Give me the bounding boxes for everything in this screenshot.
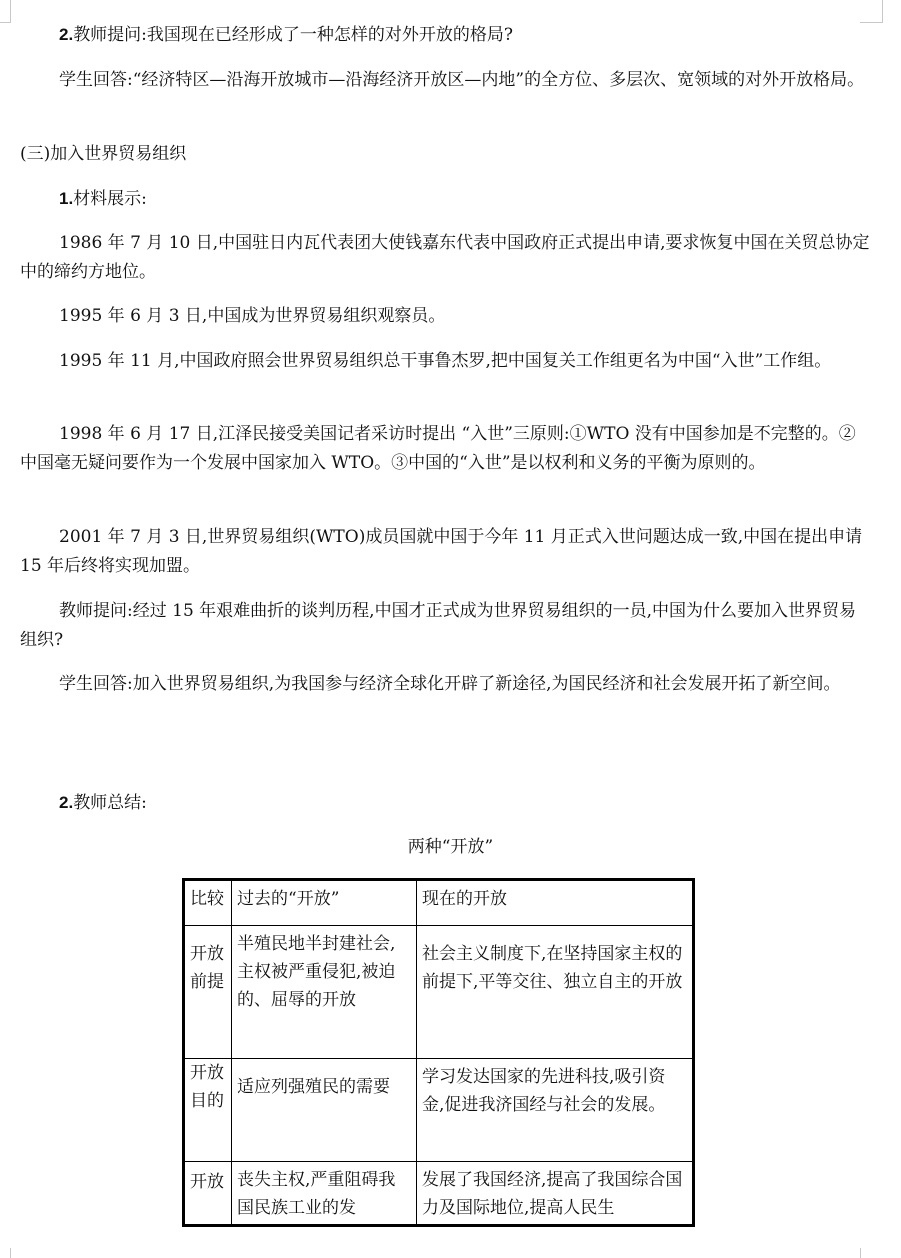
item-number: 2. xyxy=(59,793,74,812)
material-paragraph-2001: 2001 年 7 月 3 日,世界贸易组织(WTO)成员国就中国于今年 11 月正式入世问题达成一致,中国在提出申请 15 年后终将实现加盟。 xyxy=(20,527,863,576)
table-header-row xyxy=(184,880,694,926)
material-paragraph-1995-nov: 1995 年 11 月,中国政府照会世界贸易组织总干事鲁杰罗,把中国复关工作组更名为中国“入世”工作组。 xyxy=(59,351,832,371)
row-label: 开放前提 xyxy=(184,926,232,1059)
student-answer-paragraph: 学生回答:“经济特区—沿海开放城市—沿海经济开放区—内地”的全方位、多层次、宽领域的对外开放格局。 xyxy=(59,70,865,90)
header-cell-now: 现在的开放 xyxy=(417,880,694,926)
teacher-question-paragraph-2: 教师提问:经过 15 年艰难曲折的谈判历程,中国才正式成为世界贸易组织的一员,中国为什么要加入世界贸易组织? xyxy=(20,601,856,650)
table-title: 两种“开放” xyxy=(407,837,494,857)
material-paragraph-1986: 1986 年 7 月 10 日,中国驻日内瓦代表团大使钱嘉东代表中国政府正式提出申请,要求恢复中国在关贸总协定中的缔约方地位。 xyxy=(20,233,870,282)
margin-mark-bottom-left xyxy=(0,1248,11,1258)
summary-heading xyxy=(20,788,870,818)
row-past: 适应列强殖民的需要 xyxy=(232,1059,417,1162)
question-text: 教师提问:我国现在已经形成了一种怎样的对外开放的格局? xyxy=(73,25,514,45)
material-heading xyxy=(20,184,870,214)
row-now: 发展了我国经济,提高了我国综合国力及国际地位,提高人民生 xyxy=(417,1162,694,1226)
table-row xyxy=(184,1162,694,1226)
summary-heading-text: 教师总结: xyxy=(73,793,147,813)
material-heading-text: 材料展示: xyxy=(73,189,147,209)
item-number: 2. xyxy=(59,25,74,44)
row-past: 半殖民地半封建社会,主权被严重侵犯,被迫的、屈辱的开放 xyxy=(232,926,417,1059)
teacher-question-paragraph xyxy=(20,20,870,50)
row-past: 丧失主权,严重阻碍我国民族工业的发 xyxy=(232,1162,417,1226)
row-label: 开放 xyxy=(184,1162,232,1226)
table-row xyxy=(184,1059,694,1162)
header-cell-past: 过去的“开放” xyxy=(232,880,417,926)
header-cell-compare: 比较 xyxy=(184,880,232,926)
material-paragraph-1995-june: 1995 年 6 月 3 日,中国成为世界贸易组织观察员。 xyxy=(59,306,446,326)
margin-mark-bottom-right xyxy=(860,1248,883,1258)
student-answer-paragraph-2: 学生回答:加入世界贸易组织,为我国参与经济全球化开辟了新途径,为国民经济和社会发展开拓了新空间。 xyxy=(59,674,841,694)
table-row xyxy=(184,926,694,1059)
item-number: 1. xyxy=(59,189,74,208)
comparison-table xyxy=(182,878,695,1227)
row-now: 社会主义制度下,在坚持国家主权的前提下,平等交往、独立自主的开放 xyxy=(417,926,694,1059)
material-paragraph-1998: 1998 年 6 月 17 日,江泽民接受美国记者采访时提出 “入世”三原则:①WTO 没有中国参加是不完整的。②中国毫无疑问要作为一个发展中国家加入 WTO。③中国的“入世”是以权利和义务的平衡为原则的。 xyxy=(20,424,856,473)
row-now: 学习发达国家的先进科技,吸引资金,促进我济国经与社会的发展。 xyxy=(417,1059,694,1162)
margin-mark-top-left xyxy=(0,0,11,23)
row-label: 开放目的 xyxy=(184,1059,232,1162)
section-heading: (三)加入世界贸易组织 xyxy=(20,144,187,164)
